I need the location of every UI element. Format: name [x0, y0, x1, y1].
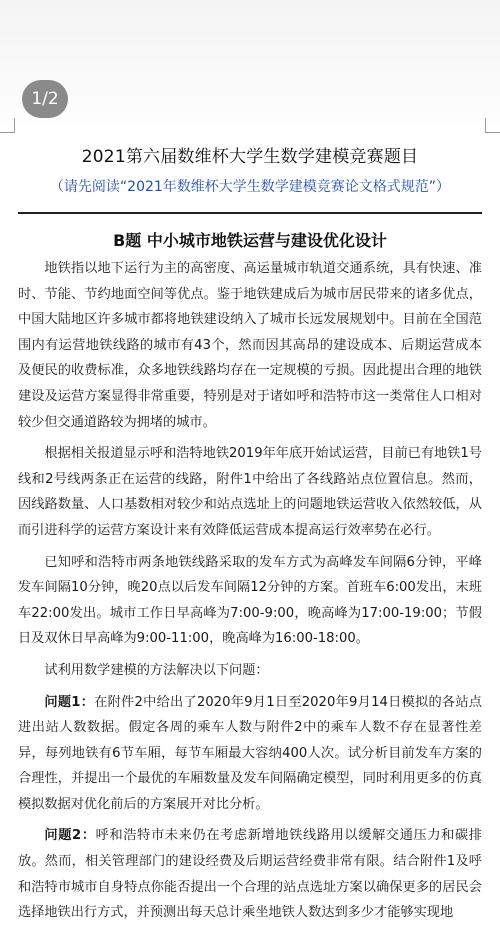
- title-divider: [18, 212, 482, 214]
- paragraph-text: 试利用数学建模的方法解决以下问题：: [44, 662, 269, 678]
- paragraph-text: 根据相关报道显示呼和浩特地铁2019年年底开始试运营，目前已有地铁1号线和2号线两条正在运营的线路，附件1中给出了各线路站点位置信息。然而，因线路数量、人口基数相对较少和站点选址上的问题地铁运营收入依然较低，从而引进科学的运营方案设计来有效降低运营成本提高运行效率势在必行。: [18, 446, 482, 538]
- page-counter-badge[interactable]: 1/2: [22, 80, 68, 118]
- paragraph-schedule: [18, 550, 482, 652]
- paragraph-text: 已知呼和浩特市两条地铁线路采取的发车方式为高峰发车间隔6分钟，平峰发车间隔10分钟，晚20点以后发车间隔12分钟的方案。首班车6:00发出，末班车22:00发出。城市工作日早高峰为7:00-9:00，晚高峰为17:00-19:00；节假日及双休日早高峰为9:00-11:00，晚高峰为16:00-18:00。: [18, 554, 482, 647]
- question-1-lead: 问题1：: [44, 694, 95, 710]
- body-text: [18, 256, 482, 932]
- document-title: 2021第六届数维杯大学生数学建模竞赛题目: [81, 147, 419, 167]
- problem-title: B题 中小城市地铁运营与建设优化设计: [113, 231, 387, 250]
- crop-mark-top-left: [0, 118, 15, 133]
- viewer-top-area: [0, 0, 500, 145]
- paragraph-text: 地铁指以地下运行为主的高密度、高运量城市轨道交通系统，具有快速、准时、节能、节约地面空间等优点。鉴于地铁建成后为城市居民带来的诸多优点，中国大陆地区许多城市都将地铁建设纳入了城市长远发展规划中。目前在全国范围内有运营地铁线路的城市有43个，然而因其高昂的建设成本、后期运营成本及便民的收费标准，众多地铁线路均存在一定规模的亏损。因此提出合理的地铁建设及运营方案显得非常重要，特别是对于诸如呼和浩特市这一类常住人口相对较少但交通道路较为拥堵的城市。: [18, 261, 482, 430]
- paragraph-text: 呼和浩特市未来仍在考虑新增地铁线路用以缓解交通压力和碳排放。然而，相关管理部门的建设经费及后期运营经费非常有限。结合附件1及呼和浩特市城市自身特点你能否提出一个合理的站点选址方案以确保更多的居民会选择地铁出行方式，并预测出每天总计乘坐地铁人数达到多少才能够实现地: [18, 828, 482, 921]
- document-subtitle: （请先阅读“2021年数维杯大学生数学建模竞赛论文格式规范”）: [49, 179, 451, 195]
- paragraph-background: [18, 441, 482, 543]
- paragraph-question-1: [18, 690, 482, 818]
- paragraph-instruction: [18, 658, 482, 684]
- paragraph-intro: [18, 256, 482, 435]
- paragraph-text: 在附件2中给出了2020年9月1日至2020年9月14日模拟的各站点进出站人数数据。假定各周的乘车人数与附件2中的乘车人数不存在显著性差异，每列地铁有6节车厢，每节车厢最大容纳400人次。试分析目前发车方案的合理性，并提出一个最优的车厢数量及发车间隔确定模型，同时利用更多的仿真模拟数据对优化前后的方案展开对比分析。: [18, 694, 482, 812]
- question-2-lead: 问题2：: [44, 828, 96, 844]
- paragraph-question-2: [18, 823, 482, 925]
- crop-mark-top-right: [485, 118, 500, 133]
